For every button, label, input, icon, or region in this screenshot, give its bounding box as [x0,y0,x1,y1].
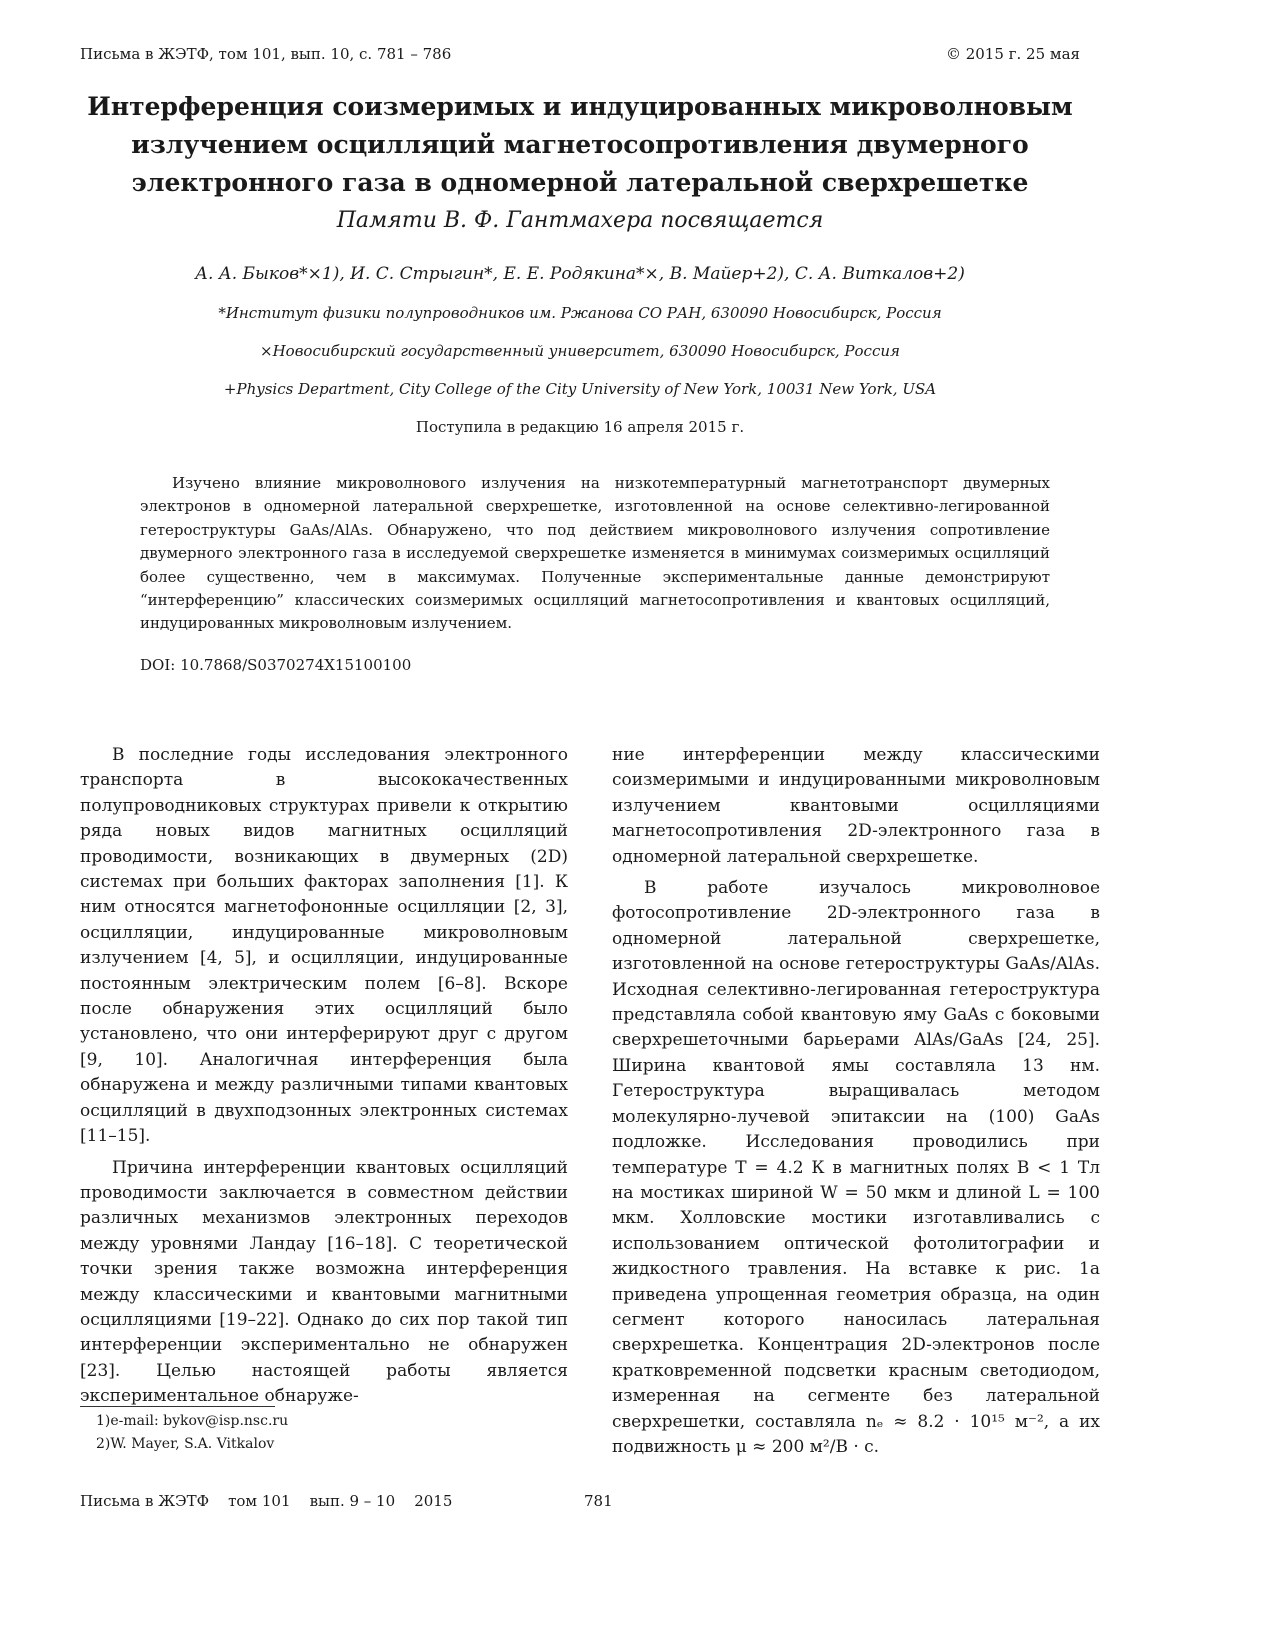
body-paragraph: В работе изучалось микроволновое фотосопротивление 2D-электронного газа в одномерной латеральной сверхрешетке, изготовленной на основе гетероструктуры GaAs/AlAs. Исходная селективно-легированная гетероструктура представляла собой квантовую яму GaAs с боковыми сверхрешеточными барьерами AlAs/GaAs [24, 25]. Ширина квантовой ямы составляла 13 нм. Гетероструктура выращивалась методом молекулярно-лучевой эпитаксии на (100) GaAs подложке. Исследования проводились при температуре T = 4.2 К в магнитных полях B < 1 Тл на мостиках шириной W = 50 мкм и длиной L = 100 мкм. Холловские мостики изготавливались с использованием оптической фотолитографии и жидкостного травления. На вставке к рис. 1а приведена упрощенная геометрия образца, на один сегмент которого наносилась латеральная сверхрешетка. Концентрация 2D-электронов после кратковременной подсветки красным светодиодом, измеренная на сегменте без латеральной сверхрешетки, составляла nₑ ≈ 8.2 · 10¹⁵ м⁻², а их подвижность μ ≈ 200 м²/В · с. [612,878,1100,1457]
footnote-1: 1)e-mail: bykov@isp.nsc.ru [96,1413,289,1429]
body-paragraph: В последние годы исследования электронного транспорта в высококачественных полупроводниковых структурах привели к открытию ряда новых видов магнитных осцилляций проводимости, возникающих в двумерных (2D) системах при больших факторах заполнения [1]. К ним относятся магнетофононные осцилляции [2, 3], осцилляции, индуцированные микроволновым излучением [4, 5], и осцилляции, индуцированные постоянным электрическим полем [6–8]. Вскоре после обнаружения этих осцилляций было установлено, что они интерферируют друг с другом [9, 10]. Аналогичная интерференция была обнаружена и между различными типами квантовых осцилляций в двухподзонных электронных системах [11–15]. [80,745,568,1147]
body-paragraph: Причина интерференции квантовых осцилляций проводимости заключается в совместном действии различных механизмов электронных переходов между уровнями Ландау [16–18]. С теоретической точки зрения также возможна интерференция между классическими и квантовыми магнитными осцилляциями [19–22]. Однако до сих пор такой тип интерференции экспериментально не обнаружен [23]. Целью настоящей работы является экспериментальное обнаруже- [80,1157,568,1407]
footnote-2: 2)W. Mayer, S.A. Vitkalov [96,1436,275,1452]
abstract: Изучено влияние микроволнового излучения на низкотемпературный магнетотранспорт двумерных электронов в одномерной латеральной сверхрешетке, изготовленной на основе селективно-легированной гетероструктуры GaAs/AlAs. Обнаружено, что под действием микроволнового излучения сопротивление двумерного электронного газа в исследуемой сверхрешетке изменяется в минимумах соизмеримых осцилляций более существенно, чем в максимумах. Полученные экспериментальные данные демонстрируют “интерференцию” классических соизмеримых осцилляций магнетосопротивления и квантовых осцилляций, индуцированных микроволновым излучением. [140,474,1050,633]
affiliation-3: +Physics Department, City College of the City University of New York, 10031 New York, USA [223,380,937,398]
affiliation-2: ×Новосибирский государственный университет, 630090 Новосибирск, Россия [260,342,900,360]
affiliation-1: *Институт физики полупроводников им. Ржанова СО РАН, 630090 Новосибирск, Россия [218,304,942,322]
body-paragraph: ние интерференции между классическими соизмеримыми и индуцированными микроволновым излучением квантовыми осцилляциями магнетосопротивления 2D-электронного газа в одномерной латеральной сверхрешетке. [612,745,1100,867]
received-date: Поступила в редакцию 16 апреля 2015 г. [415,418,745,436]
dedication: Памяти В. Ф. Гантмахера посвящается [336,208,824,233]
authors: А. А. Быков*×1), И. С. Стрыгин*, Е. Е. Родякина*×, В. Майер+2), С. А. Виткалов+2) [195,264,965,284]
footer-journal: Письма в ЖЭТФ том 101 вып. 9 – 10 2015 [80,1492,453,1510]
body-column-left [80,743,568,1416]
paper-title: Интерференция соизмеримых и индуцированных микроволновым излучением осцилляций магнетосопротивления двумерного электронного газа в одномерной латеральной сверхрешетке [87,92,1073,197]
page-number: 781 [584,1492,613,1510]
doi: DOI: 10.7868/S0370274X15100100 [140,656,412,674]
body-column-right [612,743,1100,1466]
running-header-journal: Письма в ЖЭТФ, том 101, вып. 10, с. 781 – 786 [80,45,452,63]
running-header-date: © 2015 г. 25 мая [945,45,1080,63]
footnote-rule [80,1406,275,1407]
